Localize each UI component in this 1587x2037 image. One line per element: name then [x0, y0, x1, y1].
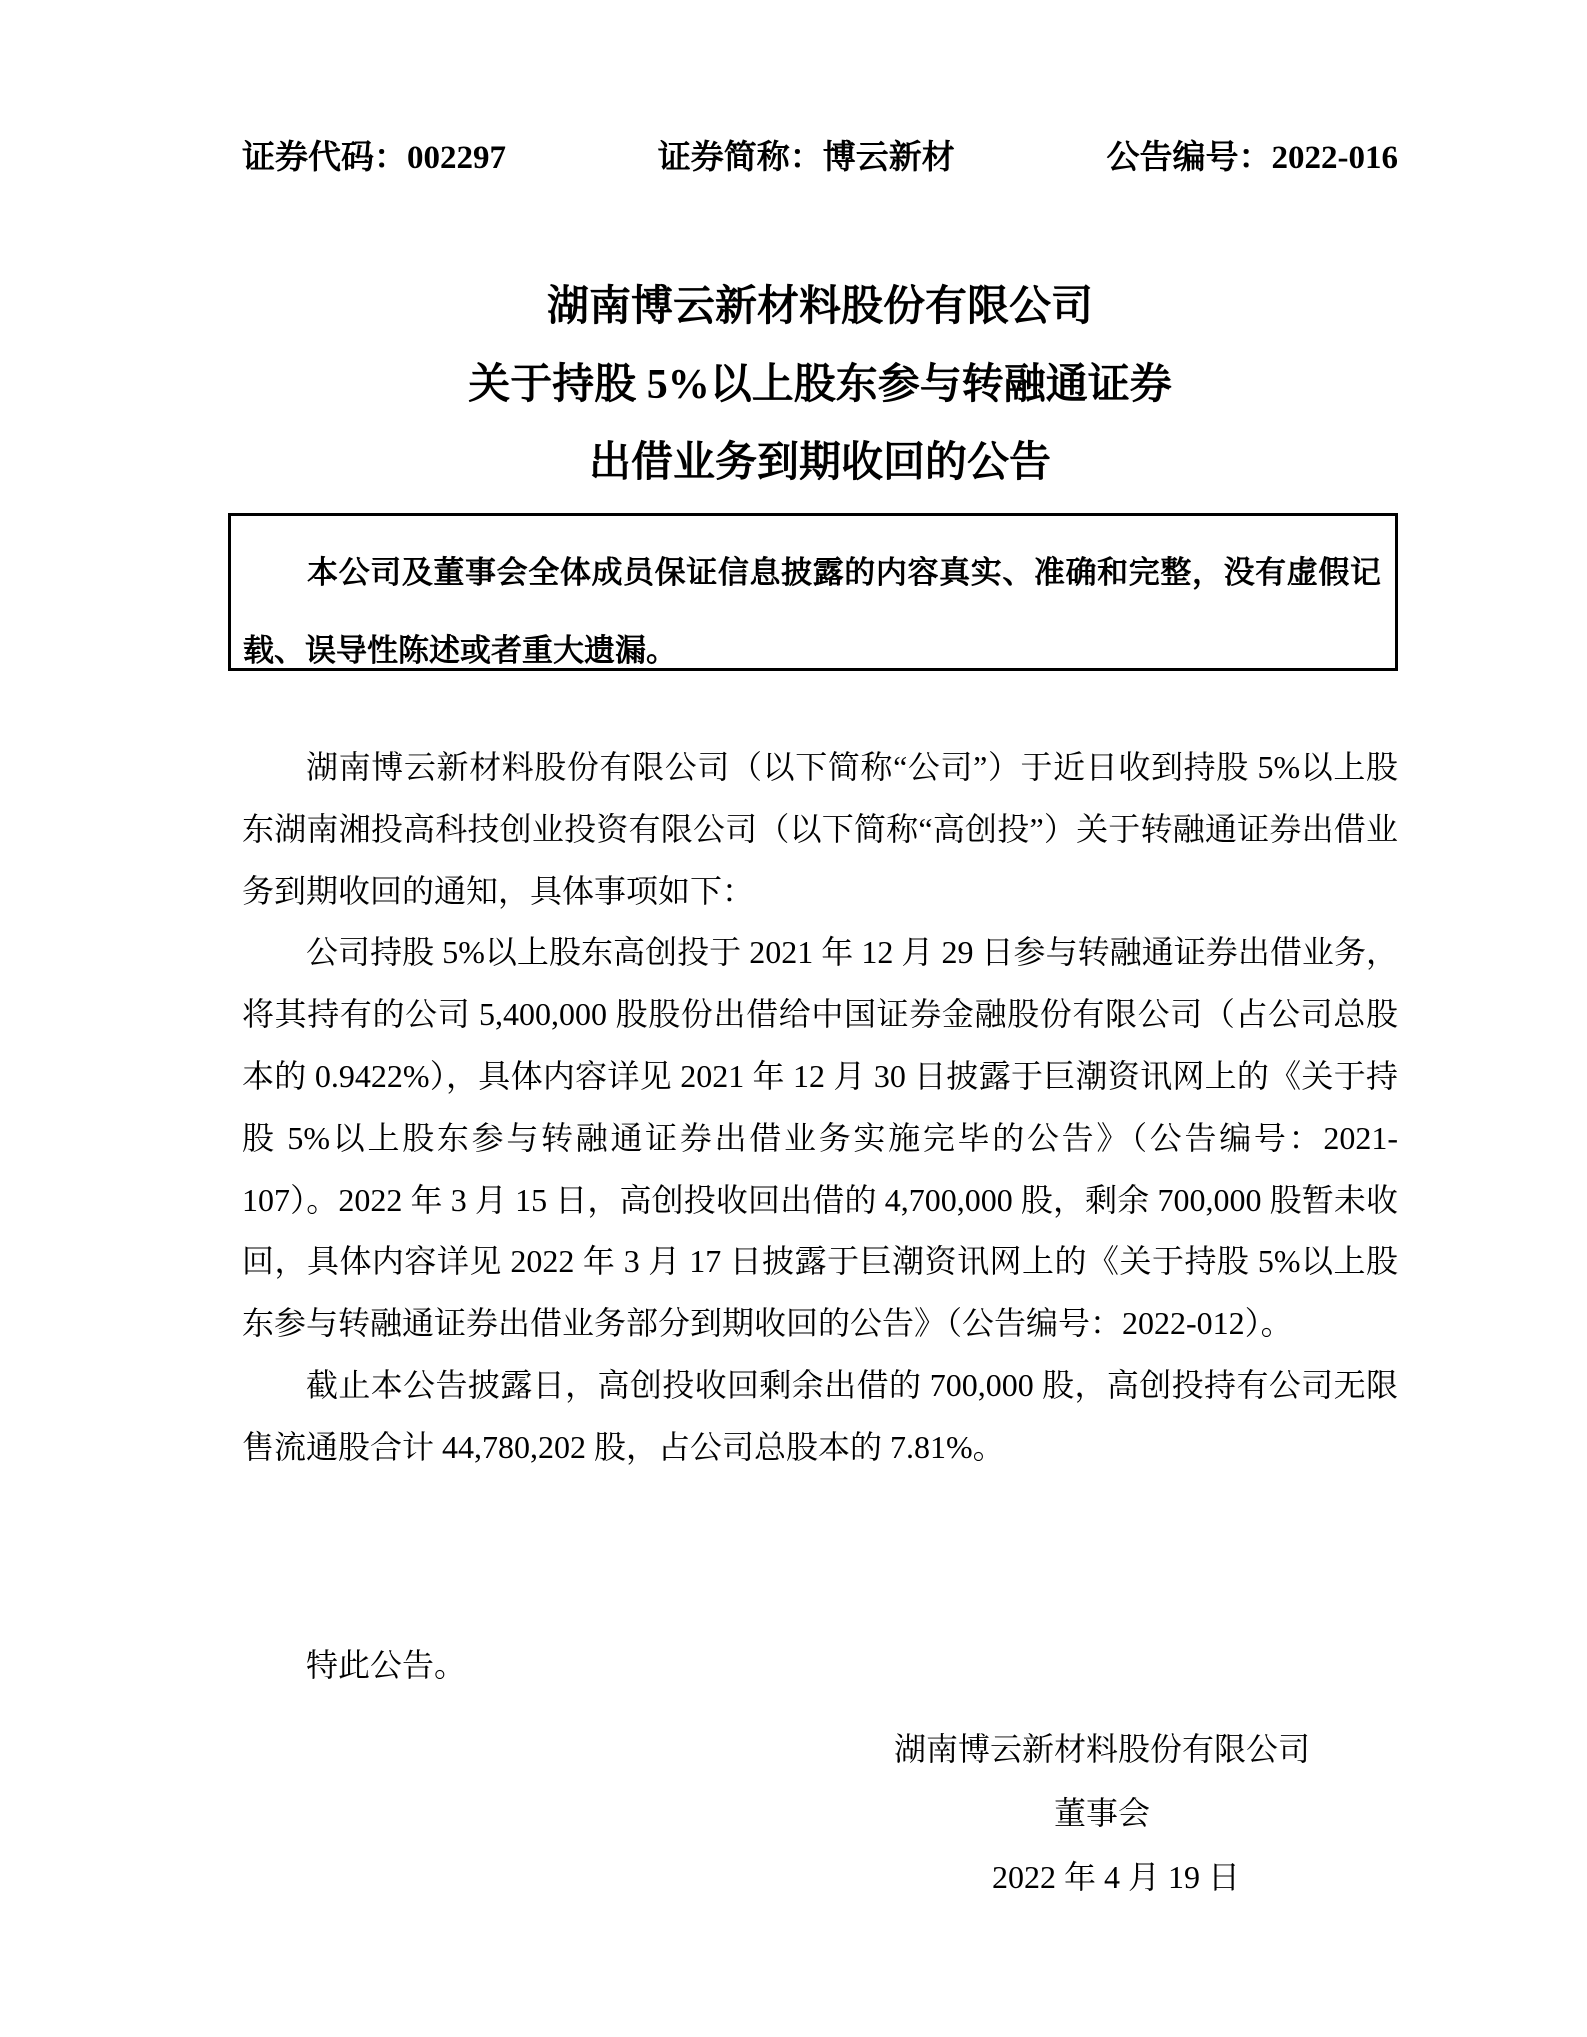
document-header [242, 138, 1398, 178]
disclaimer-text: 本公司及董事会全体成员保证信息披露的内容真实、准确和完整，没有虚假记载、误导性陈述或者重大遗漏。 [243, 555, 1381, 668]
signature-date: 2022 年 4 月 19 日 [991, 1859, 1240, 1895]
body-paragraph-1: 湖南博云新材料股份有限公司（以下简称“公司”）于近日收到持股 5%以上股东湖南湘投高科技创业投资有限公司（以下简称“高创投”）关于转融通证券出借业务到期收回的通知，具体事项如下： [242, 749, 1398, 909]
signature-block [802, 1717, 1402, 1909]
title-line-company: 湖南博云新材料股份有限公司 [546, 284, 1093, 330]
body-paragraph-2: 公司持股 5%以上股东高创投于 2021 年 12 月 29 日参与转融通证券出借业务，将其持有的公司 5,400,000 股股份出借给中国证券金融股份有限公司（占公司总股本的 0.9422%），具体内容详见 2021 年 12 月 30 日披露于巨潮资讯网上的《关于持股 5%以上股东参与转融通证券出借业务实施完毕的公告》（公告编号：2021-107）。2022 年 3 月 15 日，高创投收回出借的 4,700,000 股，剩余 700,000 股暂未收回，具体内容详见 2022 年 3 月 17 日披露于巨潮资讯网上的《关于持股 5%以上股东参与转融通证券出借业务部分到期收回的公告》（公告编号：2022-012）。 [242, 934, 1398, 1342]
stock-code: 证券代码：002297 [242, 140, 506, 176]
stock-abbr: 证券简称：博云新材 [657, 140, 955, 176]
closing-statement: 特此公告。 [306, 1647, 467, 1683]
title-line-subject: 关于持股 5%以上股东参与转融通证券 [468, 362, 1172, 408]
announcement-number: 公告编号：2022-016 [1106, 140, 1398, 176]
disclaimer-box [228, 513, 1398, 671]
signature-board: 董事会 [1053, 1795, 1150, 1831]
document-body [242, 737, 1398, 1479]
signature-company: 湖南博云新材料股份有限公司 [893, 1731, 1310, 1767]
body-paragraph-3: 截止本公告披露日，高创投收回剩余出借的 700,000 股，高创投持有公司无限售流通股合计 44,780,202 股，占公司总股本的 7.81%。 [242, 1366, 1398, 1465]
title-line-subject-2: 出借业务到期收回的公告 [588, 440, 1051, 486]
document-title [242, 268, 1398, 502]
